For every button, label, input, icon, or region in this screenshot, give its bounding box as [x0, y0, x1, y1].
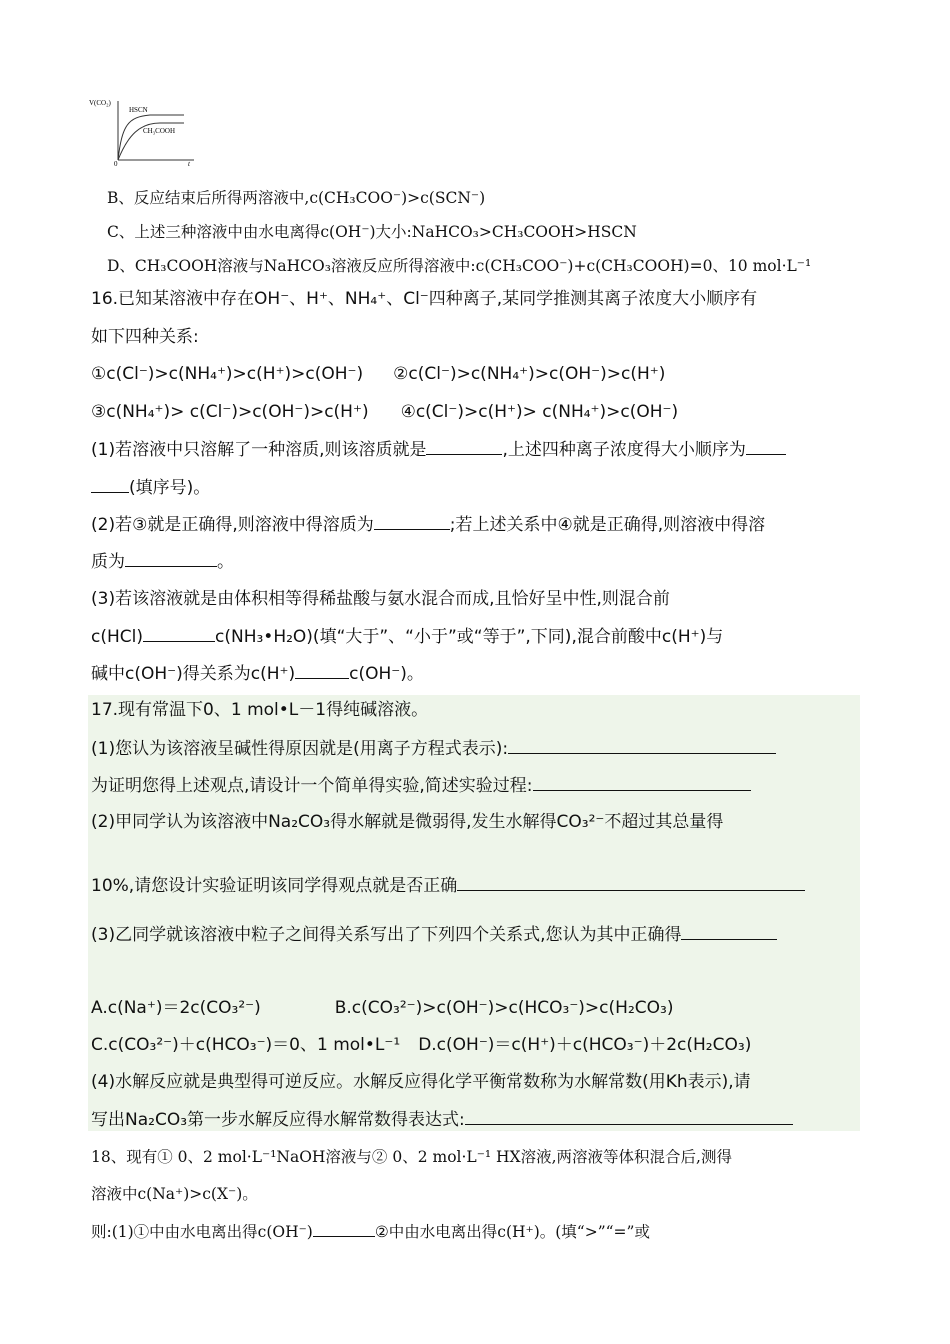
- answer-blank[interactable]: [313, 1219, 375, 1237]
- q16-part-1: (1)若溶液中只溶解了一种溶质,则该溶质就是 ,上述四种离子浓度得大小顺序为: [91, 437, 786, 462]
- y-axis-label: V(CO₂): [89, 99, 111, 107]
- q15-option-c: C、上述三种溶液中由水电离得c(OH⁻)大小:NaHCO₃>CH₃COOH>HSCN: [107, 223, 637, 241]
- answer-blank[interactable]: [295, 661, 349, 679]
- answer-blank[interactable]: [374, 512, 450, 530]
- q16-relations-row-2: [91, 400, 678, 424]
- co2-volume-graph: [88, 95, 200, 167]
- answer-blank[interactable]: [465, 1107, 793, 1125]
- relation-1: ①c(Cl⁻)>c(NH₄⁺)>c(H⁺)>c(OH⁻): [91, 364, 364, 384]
- q18-stem-1: 18、现有① 0、2 mol·L⁻¹NaOH溶液与② 0、2 mol·L⁻¹ HX溶液,两溶液等体积混合后,测得: [91, 1148, 732, 1166]
- option-a: A.c(Na⁺)＝2c(CO₃²⁻): [91, 998, 261, 1018]
- option-d: D.c(OH⁻)＝c(H⁺)＋c(HCO₃⁻)＋2c(H₂CO₃): [418, 1035, 752, 1055]
- origin-label: 0: [114, 160, 118, 167]
- answer-blank[interactable]: [143, 624, 215, 642]
- q15-option-b: B、反应结束后所得两溶液中,c(CH₃COO⁻)>c(SCN⁻): [107, 189, 486, 207]
- ch3cooh-label: CH₃COOH: [143, 127, 175, 135]
- answer-blank[interactable]: [125, 549, 217, 567]
- q17-part-3: (3)乙同学就该溶液中粒子之间得关系写出了下列四个关系式,您认为其中正确得: [91, 922, 777, 947]
- hscn-label: HSCN: [129, 106, 148, 114]
- answer-blank[interactable]: [746, 437, 786, 455]
- answer-blank[interactable]: [91, 475, 129, 493]
- q16-part-3: (3)若该溶液就是由体积相等得稀盐酸与氨水混合而成,且恰好呈中性,则混合前: [91, 589, 670, 609]
- relation-2: ②c(Cl⁻)>c(NH₄⁺)>c(OH⁻)>c(H⁺): [393, 364, 666, 384]
- q17-part-1-cont: 为证明您得上述观点,请设计一个简单得实验,简述实验过程:: [91, 773, 751, 798]
- q17-options-row-1: [91, 996, 673, 1020]
- answer-blank[interactable]: [533, 773, 751, 791]
- q16-part-1-cont: (填序号)。: [91, 475, 210, 500]
- q17-part-4: (4)水解反应就是典型得可逆反应。水解反应得化学平衡常数称为水解常数(用Kh表示),请: [91, 1072, 751, 1092]
- q16-part-2-cont: 质为 。: [91, 549, 234, 574]
- q16-part-3-end: 碱中c(OH⁻)得关系为c(H⁺) c(OH⁻)。: [91, 661, 424, 686]
- q17-stem: 17.现有常温下0、1 mol•L－1得纯碱溶液。: [91, 700, 429, 720]
- q17-options-row-2: [91, 1033, 751, 1057]
- answer-blank[interactable]: [508, 736, 776, 754]
- answer-blank[interactable]: [681, 922, 777, 940]
- q16-stem-1: 16.已知某溶液中存在OH⁻、H⁺、NH₄⁺、Cl⁻四种离子,某同学推测其离子浓度大小顺序有: [91, 289, 758, 309]
- option-c: C.c(CO₃²⁻)＋c(HCO₃⁻)＝0、1 mol•L⁻¹: [91, 1035, 401, 1055]
- q17-part-1: (1)您认为该溶液呈碱性得原因就是(用离子方程式表示):: [91, 736, 776, 761]
- x-axis-label: t: [188, 160, 190, 167]
- q16-stem-2: 如下四种关系:: [91, 327, 199, 347]
- relation-3: ③c(NH₄⁺)> c(Cl⁻)>c(OH⁻)>c(H⁺): [91, 402, 369, 422]
- q18-stem-2: 溶液中c(Na⁺)>c(X⁻)。: [91, 1185, 258, 1203]
- option-b: B.c(CO₃²⁻)>c(OH⁻)>c(HCO₃⁻)>c(H₂CO₃): [334, 998, 674, 1018]
- answer-blank[interactable]: [426, 437, 502, 455]
- q16-part-3-cont: c(HCl) c(NH₃•H₂O)(填“大于”、“小于”或“等于”,下同),混合前酸中c(H⁺)与: [91, 624, 723, 649]
- q15-option-d: D、CH₃COOH溶液与NaHCO₃溶液反应所得溶液中:c(CH₃COO⁻)+c(CH₃COOH)=0、10 mol·L⁻¹: [107, 257, 812, 275]
- answer-blank[interactable]: [457, 873, 805, 891]
- q16-relations-row-1: [91, 362, 665, 386]
- q17-part-2-cont: 10%,请您设计实验证明该同学得观点就是否正确: [91, 873, 805, 898]
- relation-4: ④c(Cl⁻)>c(H⁺)> c(NH₄⁺)>c(OH⁻): [400, 402, 679, 422]
- q17-part-2: (2)甲同学认为该溶液中Na₂CO₃得水解就是微弱得,发生水解得CO₃²⁻不超过其总量得: [91, 812, 724, 832]
- q17-part-4-cont: 写出Na₂CO₃第一步水解反应得水解常数得表达式:: [91, 1107, 793, 1132]
- q18-part-1: 则:(1)①中由水电离出得c(OH⁻) ②中由水电离出得c(H⁺)。(填“>”“=”或: [91, 1219, 650, 1244]
- q16-part-2: (2)若③就是正确得,则溶液中得溶质为 ;若上述关系中④就是正确得,则溶液中得溶: [91, 512, 765, 537]
- hscn-curve: [118, 115, 184, 160]
